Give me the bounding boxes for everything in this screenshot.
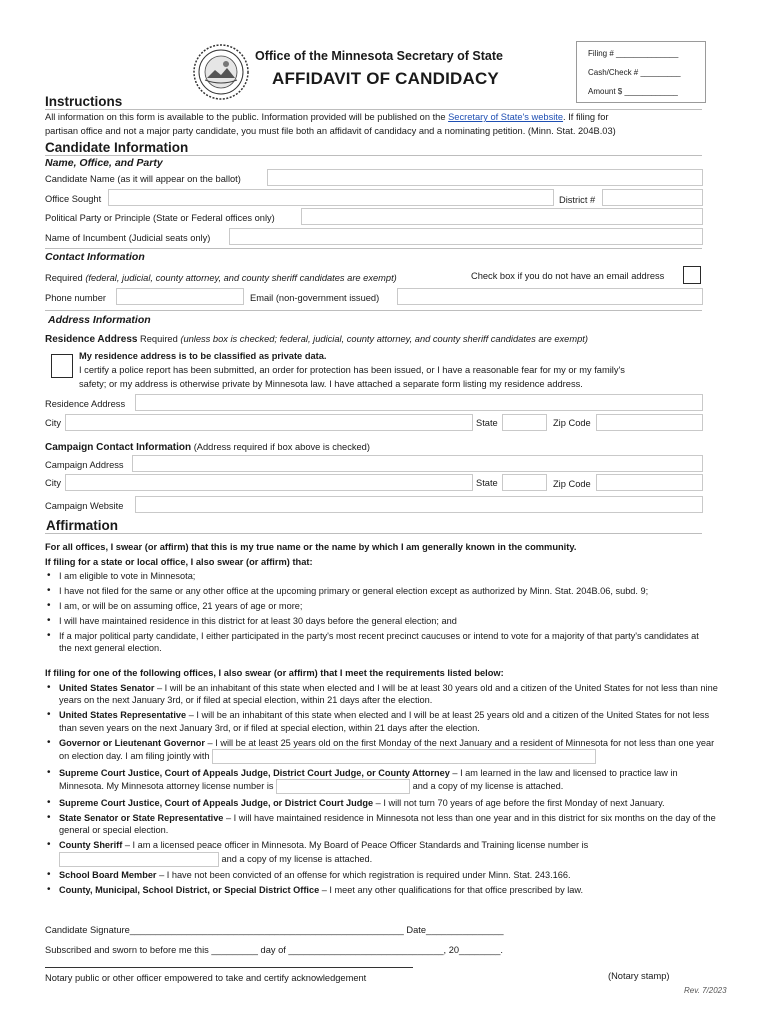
following-offices-oath: If filing for one of the following offices, I also swear (or affirm) that I meet the requirements listed below: <box>45 668 504 678</box>
instructions-text-2: partisan office and not a major party candidate, you must file both an affidavit of candidacy and a nominating petition. (Minn. Stat. 204B.03) <box>45 126 616 136</box>
residence-address-note: Residence Address Required (unless box is checked; federal, judicial, county attorney, and county sheriff candidates are exempt) <box>45 334 588 345</box>
candidate-name-field[interactable] <box>267 169 703 186</box>
instructions-text: All information on this form is available to the public. Information provided will be published on the Secretary of State's website. If filing for <box>45 112 609 122</box>
campaign-zip-field[interactable] <box>596 474 703 491</box>
instructions-heading: Instructions <box>45 94 123 109</box>
office-sought-label: Office Sought <box>45 194 102 204</box>
zip-field[interactable] <box>596 414 703 431</box>
incumbent-label: Name of Incumbent (Judicial seats only) <box>45 233 211 243</box>
divider <box>45 248 702 249</box>
divider <box>45 109 702 110</box>
no-email-checkbox[interactable] <box>683 266 701 284</box>
filing-number-label: Filing # ______________ <box>588 49 679 58</box>
campaign-contact-heading: Campaign Contact Information (Address required if box above is checked) <box>45 442 370 453</box>
private-address-text-2: safety; or my address is otherwise private by Minnesota law. I have attached a separate form listing my residence address. <box>79 379 583 389</box>
campaign-address-field[interactable] <box>132 455 703 472</box>
list-item: • School Board Member – I have not been convicted of an offense for which registration is required under Minn. Stat. 243.166. <box>45 869 720 881</box>
contact-required-note: Required (federal, judicial, county attorney, and county sheriff candidates are exempt) <box>45 273 397 283</box>
zip-label: Zip Code <box>553 418 591 428</box>
state-seal <box>193 44 249 100</box>
residence-address-field[interactable] <box>135 394 703 411</box>
form-title: AFFIDAVIT OF CANDIDACY <box>272 69 499 88</box>
private-address-statement: My residence address is to be classified as private data. <box>79 351 327 361</box>
campaign-website-field[interactable] <box>135 496 703 513</box>
no-email-label: Check box if you do not have an email address <box>471 271 665 281</box>
campaign-city-label: City <box>45 478 62 488</box>
address-subheading: Address Information <box>48 314 151 326</box>
state-local-bullets <box>45 570 725 657</box>
city-field[interactable] <box>65 414 473 431</box>
cash-check-label: Cash/Check # _________ <box>588 68 681 77</box>
list-item: • If a major political party candidate, I either participated in the party's most recent precinct caucuses or intend to vote for a majority of that party's candidates at the next general election. <box>45 630 705 655</box>
list-item: • County, Municipal, School District, or Special District Office – I meet any other qualifications for that office prescribed by law. <box>45 884 720 896</box>
party-field[interactable] <box>301 208 703 225</box>
attorney-license-field[interactable] <box>276 779 410 794</box>
office-title: Office of the Minnesota Secretary of State <box>255 49 503 63</box>
phone-label: Phone number <box>45 293 106 303</box>
divider <box>45 310 702 311</box>
candidate-name-label: Candidate Name (as it will appear on the ballot) <box>45 174 241 184</box>
list-item: • I will have maintained residence in this district for at least 30 days before the general election; and <box>45 615 725 627</box>
peace-officer-license-field[interactable] <box>59 852 219 867</box>
list-item: • Supreme Court Justice, Court of Appeals Judge, or District Court Judge – I will not turn 70 years of age before the first Monday of next January. <box>45 797 720 809</box>
divider <box>45 155 702 156</box>
notary-label: Notary public or other officer empowered to take and certify acknowledgement <box>45 973 367 983</box>
all-offices-oath: For all offices, I swear (or affirm) that this is my true name or the name by which I am generally known in the community. <box>45 542 577 552</box>
email-field[interactable] <box>397 288 703 305</box>
email-label: Email (non-government issued) <box>250 293 380 303</box>
private-address-text-1: I certify a police report has been submitted, an order for protection has been issued, or I have a reasonable fear for my or my family's <box>79 365 625 375</box>
contact-subheading: Contact Information <box>45 251 145 263</box>
campaign-state-field[interactable] <box>502 474 547 491</box>
state-label: State <box>476 418 498 428</box>
campaign-zip-label: Zip Code <box>553 479 591 489</box>
campaign-city-field[interactable] <box>65 474 473 491</box>
state-local-oath: If filing for a state or local office, I also swear (or affirm) that: <box>45 557 313 567</box>
joint-filer-field[interactable] <box>212 749 596 764</box>
candidate-info-heading: Candidate Information <box>45 140 189 155</box>
list-item: • County Sheriff – I am a licensed peace officer in Minnesota. My Board of Peace Officer Standards and Training license number is and a copy of my license is attached. <box>45 839 720 866</box>
divider <box>45 533 702 534</box>
list-item: • United States Representative – I will be an inhabitant of this state when elected and I will be at least 25 years old and a citizen of the United States for not less than seven years on the next January 3rd, or if filed at special election, within 21 days after the election. <box>45 709 720 734</box>
subscribed-sworn-line[interactable]: Subscribed and sworn to before me this _________ day of ______________________________, 20________. <box>45 945 503 955</box>
list-item: • I have not filed for the same or any other office at the upcoming primary or general election except as authorized by Minn. Stat. 204B.06, subd. 9; <box>45 585 725 597</box>
list-item: • I am eligible to vote in Minnesota; <box>45 570 725 582</box>
list-item: • I am, or will be on assuming office, 21 years of age or more; <box>45 600 725 612</box>
campaign-state-label: State <box>476 478 498 488</box>
campaign-website-label: Campaign Website <box>45 501 124 511</box>
affirmation-heading: Affirmation <box>46 518 118 533</box>
revision-date: Rev. 7/2023 <box>684 986 727 995</box>
list-item: • Governor or Lieutenant Governor – I will be at least 25 years old on the first Monday of the next January and a resident of Minnesota for not less than one year on election day. I am filing jointly with <box>45 737 720 764</box>
private-address-checkbox[interactable] <box>51 354 73 378</box>
campaign-address-label: Campaign Address <box>45 460 124 470</box>
notary-stamp-label: (Notary stamp) <box>608 971 670 981</box>
phone-field[interactable] <box>116 288 244 305</box>
list-item: • United States Senator – I will be an inhabitant of this state when elected and I will be at least 30 years old and a citizen of the United States for not less than nine years on the next January 3rd, or if filed at special election, within 21 days after the election. <box>45 682 720 707</box>
party-label: Political Party or Principle (State or Federal offices only) <box>45 213 275 223</box>
residence-address-label: Residence Address <box>45 399 126 409</box>
notary-signature-line[interactable] <box>45 967 413 968</box>
city-label: City <box>45 418 62 428</box>
incumbent-field[interactable] <box>229 228 703 245</box>
state-field[interactable] <box>502 414 547 431</box>
list-item: • Supreme Court Justice, Court of Appeals Judge, District Court Judge, or County Attorney – I am learned in the law and licensed to practice law in Minnesota. My Minnesota attorney license number is and a copy of my license is attached. <box>45 767 720 794</box>
list-item: • State Senator or State Representative – I will have maintained residence in Minnesota not less than one year and in this district for six months on the day of the general or special election. <box>45 812 720 837</box>
office-requirements <box>45 682 720 899</box>
candidate-signature-line[interactable]: Candidate Signature_____________________________________________________ Date_______________ <box>45 925 504 935</box>
filing-box <box>576 41 706 103</box>
district-field[interactable] <box>602 189 703 206</box>
sos-website-link[interactable]: Secretary of State's website <box>448 112 564 122</box>
office-sought-field[interactable] <box>108 189 554 206</box>
amount-label: Amount $ ____________ <box>588 87 678 96</box>
district-label: District # <box>559 195 596 205</box>
name-office-party-subheading: Name, Office, and Party <box>45 157 163 169</box>
